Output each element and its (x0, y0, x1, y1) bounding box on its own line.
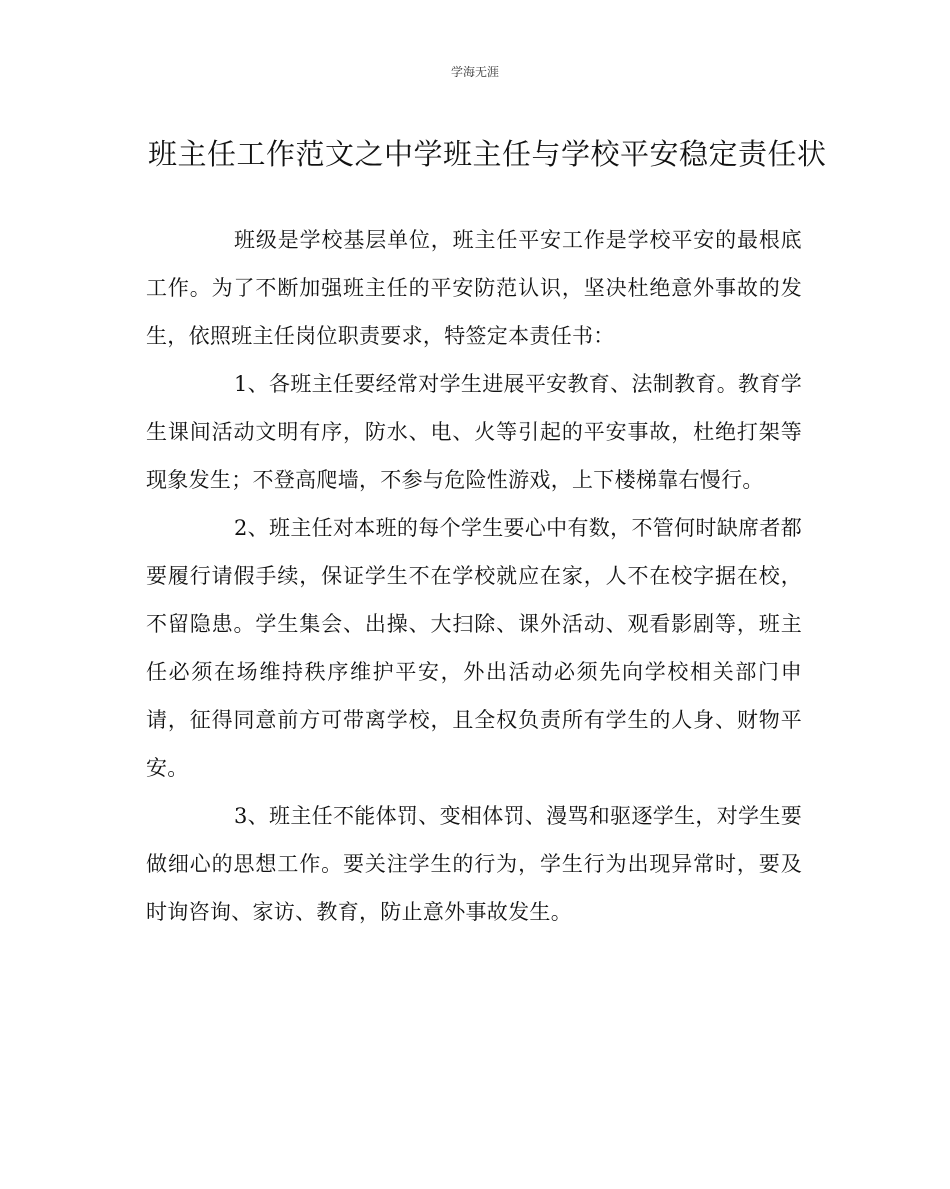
page-header: 学海无涯 (450, 65, 499, 79)
document-body (146, 216, 802, 936)
paragraph-item-3: 3、班主任不能体罚、变相体罚、漫骂和驱逐学生，对学生要做细心的思想工作。要关注学生的行为，学生行为出现异常时，要及时询咨询、家访、教育，防止意外事故发生。 (146, 804, 802, 924)
document-title: 班主任工作范文之中学班主任与学校平安稳定责任状 (148, 137, 827, 171)
paragraph-intro: 班级是学校基层单位，班主任平安工作是学校平安的最根底工作。为了不断加强班主任的平安防范认识，坚决杜绝意外事故的发生，依照班主任岗位职责要求，特签定本责任书： (146, 228, 802, 348)
paragraph-item-1: 1、各班主任要经常对学生进展平安教育、法制教育。教育学生课间活动文明有序，防水、电、火等引起的平安事故，杜绝打架等现象发生；不登高爬墙，不参与危险性游戏，上下楼梯靠右慢行。 (146, 372, 802, 492)
paragraph-item-2: 2、班主任对本班的每个学生要心中有数，不管何时缺席者都要履行请假手续，保证学生不在学校就应在家，人不在校字据在校，不留隐患。学生集会、出操、大扫除、课外活动、观看影剧等，班主任必须在场维持秩序维护平安，外出活动必须先向学校相关部门申请，征得同意前方可带离学校，且全权负责所有学生的人身、财物平安。 (146, 516, 802, 780)
